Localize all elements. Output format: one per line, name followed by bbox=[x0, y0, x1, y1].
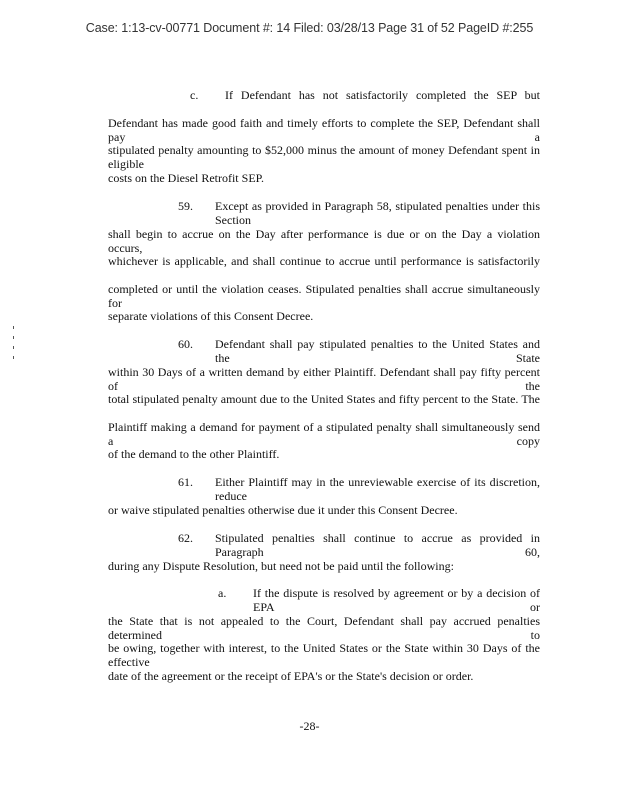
margin-mark bbox=[13, 336, 14, 339]
text-line: Except as provided in Paragraph 58, stipulated penalties under this Section bbox=[215, 199, 540, 227]
paragraph-number: 59. bbox=[178, 199, 193, 213]
text-line: be owing, together with interest, to the United States or the State within 30 Days of the effective bbox=[108, 641, 540, 670]
margin-mark bbox=[13, 326, 14, 329]
case-header: Case: 1:13-cv-00771 Document #: 14 Filed: 03/28/13 Page 31 of 52 PageID #:255 bbox=[85, 21, 534, 35]
text-line: of the demand to the other Plaintiff. bbox=[108, 447, 280, 462]
text-line: If the dispute is resolved by agreement or by a decision of EPA or bbox=[253, 586, 540, 614]
page-number: -28- bbox=[299, 719, 320, 733]
text-line: within 30 Days of a written demand by either Plaintiff. Defendant shall pay fifty percent of the bbox=[108, 364, 540, 393]
text-line: Stipulated penalties shall continue to accrue as provided in Paragraph 60, bbox=[215, 531, 540, 559]
text-line: stipulated penalty amounting to $52,000 minus the amount of money Defendant spent in eligible bbox=[108, 143, 540, 172]
paragraph-number: c. bbox=[190, 88, 199, 102]
text-line: or waive stipulated penalties otherwise due it under this Consent Decree. bbox=[108, 502, 458, 517]
text-line: Plaintiff making a demand for payment of a stipulated penalty shall simultaneously send a copy bbox=[108, 419, 540, 448]
text-line: costs on the Diesel Retrofit SEP. bbox=[108, 170, 264, 185]
text-line: shall begin to accrue on the Day after performance is due or on the Day a violation occurs, bbox=[108, 226, 540, 255]
text-line: completed or until the violation ceases. Stipulated penalties shall accrue simultaneously for bbox=[108, 281, 540, 310]
margin-mark bbox=[13, 356, 14, 359]
text-line: during any Dispute Resolution, but need not be paid until the following: bbox=[108, 558, 454, 573]
paragraph-number: 62. bbox=[178, 531, 193, 545]
text-line: Defendant has made good faith and timely efforts to complete the SEP, Defendant shall pay a bbox=[108, 115, 540, 144]
text-line: the State that is not appealed to the Court, Defendant shall pay accrued penalties determined to bbox=[108, 613, 540, 642]
text-line: total stipulated penalty amount due to the United States and fifty percent to the State. The bbox=[108, 392, 540, 407]
text-line: date of the agreement or the receipt of EPA's or the State's decision or order. bbox=[108, 668, 474, 683]
paragraph-number: a. bbox=[218, 586, 227, 600]
text-line: Defendant shall pay stipulated penalties to the United States and the State bbox=[215, 337, 540, 365]
text-line: whichever is applicable, and shall continue to accrue until performance is satisfactorily bbox=[108, 254, 540, 269]
text-line: Either Plaintiff may in the unreviewable exercise of its discretion, reduce bbox=[215, 475, 540, 503]
margin-mark bbox=[13, 346, 14, 349]
text-line: separate violations of this Consent Decree. bbox=[108, 309, 314, 324]
paragraph-number: 61. bbox=[178, 475, 193, 489]
text-line: If Defendant has not satisfactorily completed the SEP but bbox=[225, 88, 540, 102]
paragraph-number: 60. bbox=[178, 337, 193, 351]
